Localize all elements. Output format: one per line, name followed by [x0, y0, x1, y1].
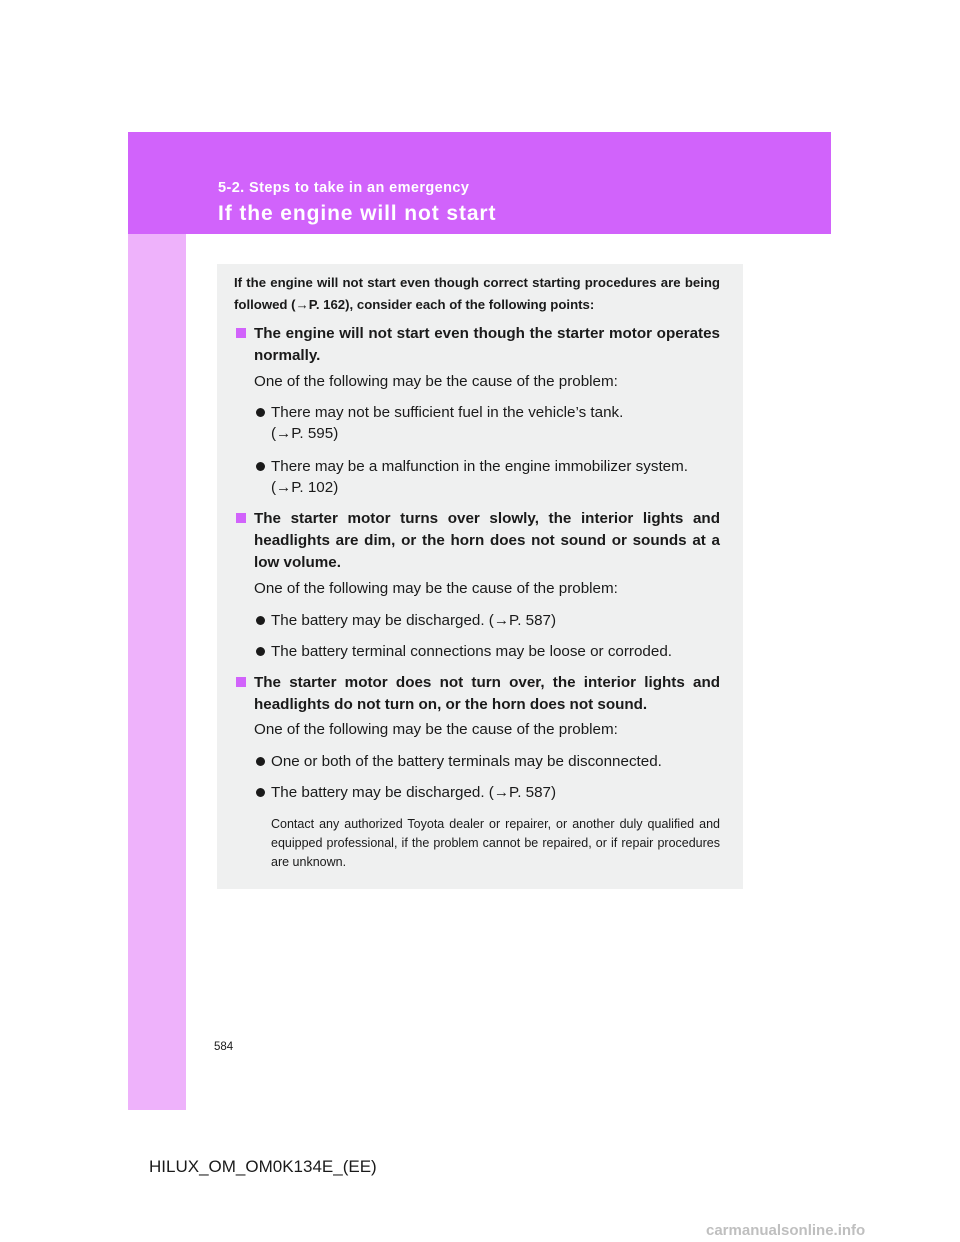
round-bullet-icon: [256, 462, 265, 471]
watermark: carmanualsonline.info: [706, 1222, 866, 1239]
list-item-text: The battery terminal connections may be loose or corroded.: [271, 643, 672, 660]
square-bullet-icon: [236, 513, 246, 523]
section-heading-text: The starter motor does not turn over, the interior lights and headlights do not turn on, or the horn does not sound.: [254, 674, 720, 713]
list-item-ref: (→P. 102): [271, 479, 339, 496]
round-bullet-icon: [256, 408, 265, 417]
list-item-text: There may not be sufficient fuel in the vehicle’s tank.: [271, 404, 624, 421]
page-title: If the engine will not start: [218, 202, 497, 225]
list-item: [254, 610, 720, 631]
list-item-text: The battery may be discharged. (→P. 587): [271, 784, 557, 801]
cause-text: One of the following may be the cause of the problem:: [254, 580, 618, 597]
list-item-text: One or both of the battery terminals may be disconnected.: [271, 753, 662, 770]
intro-paragraph: If the engine will not start even though correct starting procedures are being followed (→P. 162), consider each of the following points:: [234, 275, 720, 312]
side-strip: [128, 132, 186, 1110]
square-bullet-icon: [236, 677, 246, 687]
square-bullet-icon: [236, 328, 246, 338]
list-item: [254, 751, 720, 772]
cause-text: One of the following may be the cause of the problem:: [254, 373, 618, 390]
section-heading-3: [236, 672, 720, 716]
note-paragraph: Contact any authorized Toyota dealer or repairer, or another duly qualified and equipped professional, if the problem cannot be repaired, or if repair procedures are unknown.: [271, 817, 720, 869]
section-heading-2: [236, 508, 720, 574]
page-number: 584: [214, 1041, 234, 1053]
section-heading-1: [236, 323, 720, 367]
cause-text: One of the following may be the cause of the problem:: [254, 721, 618, 738]
section-heading-text: The engine will not start even though the starter motor operates normally.: [254, 325, 720, 364]
list-item: [254, 782, 720, 803]
round-bullet-icon: [256, 788, 265, 797]
list-item: [254, 402, 720, 444]
round-bullet-icon: [256, 757, 265, 766]
list-item-text: There may be a malfunction in the engine immobilizer system.: [271, 458, 688, 475]
round-bullet-icon: [256, 616, 265, 625]
section-label: 5-2. Steps to take in an emergency: [218, 180, 470, 196]
footer-id: HILUX_OM_OM0K134E_(EE): [149, 1157, 377, 1176]
list-item-text: The battery may be discharged. (→P. 587): [271, 612, 557, 629]
list-item-ref: (→P. 595): [271, 425, 339, 442]
round-bullet-icon: [256, 647, 265, 656]
list-item: [254, 641, 720, 662]
section-heading-text: The starter motor turns over slowly, the interior lights and headlights are dim, or the horn does not sound or sounds at a low volume.: [254, 510, 720, 571]
list-item: [254, 456, 720, 498]
